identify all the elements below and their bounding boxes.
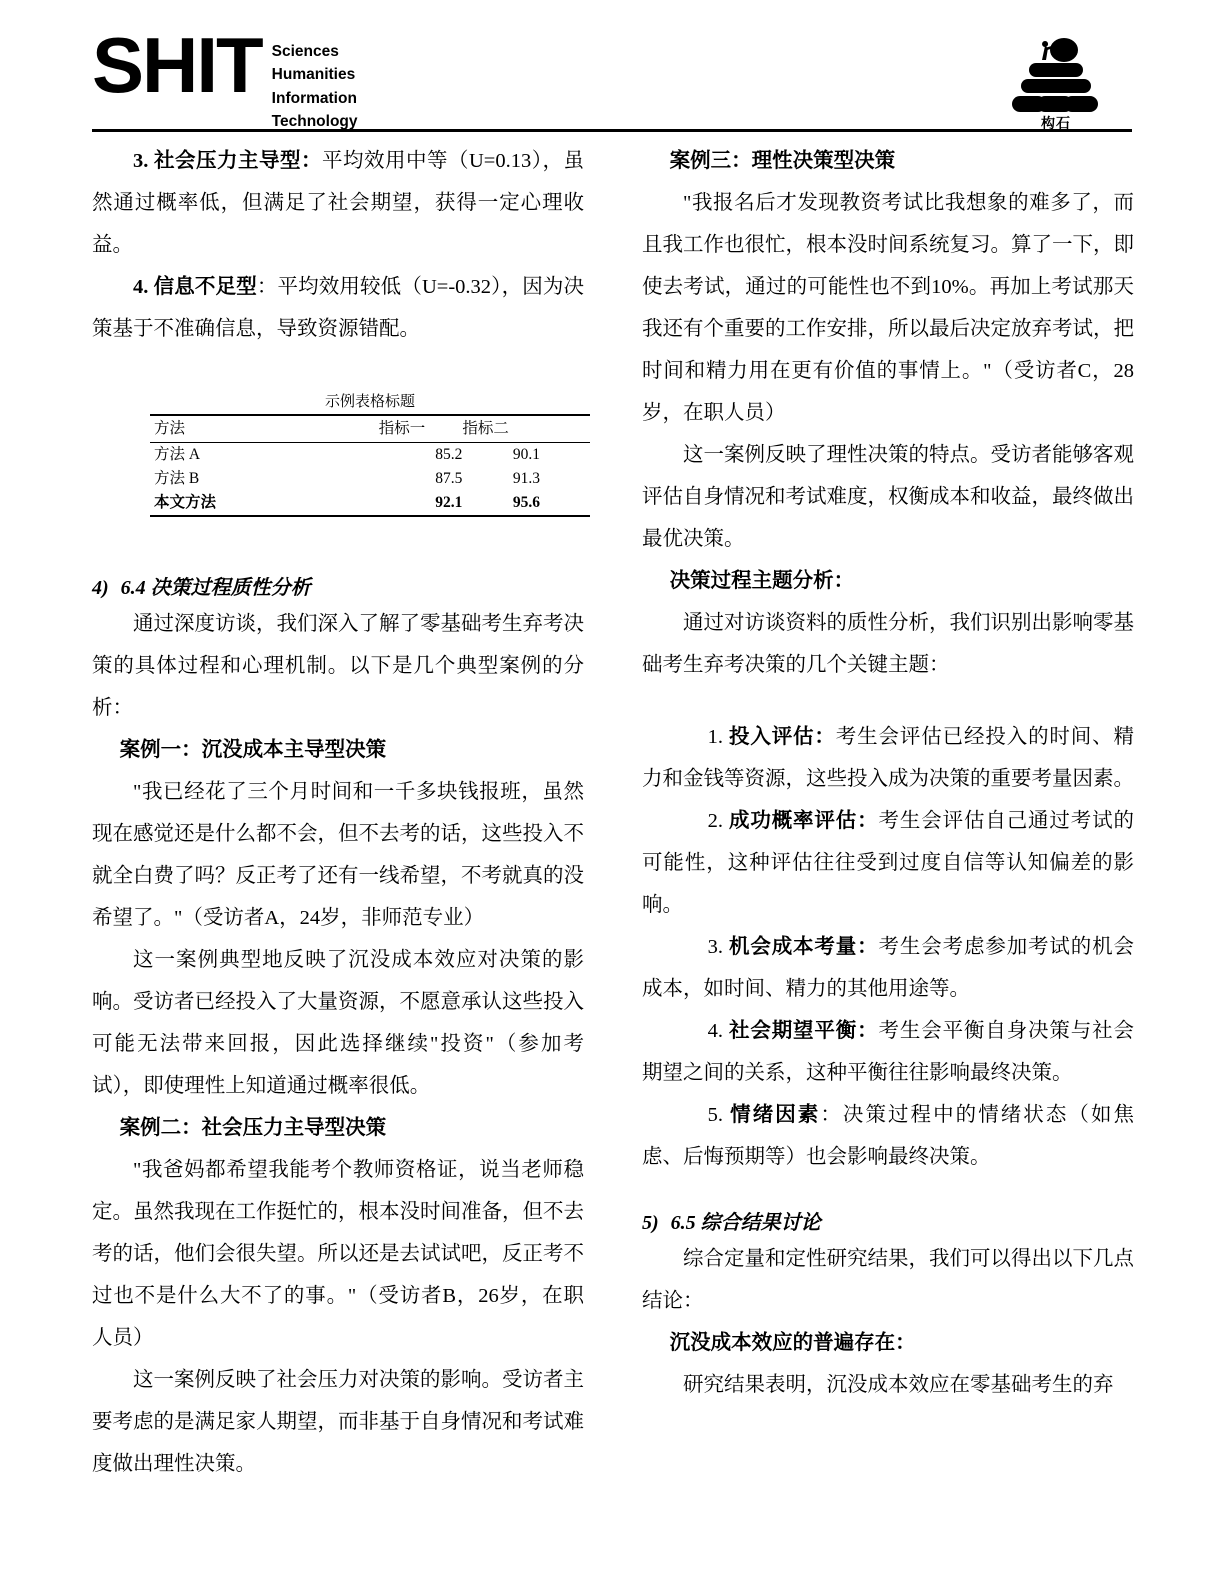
- case-3-heading: 案例三：理性决策型决策: [669, 150, 896, 172]
- table-cell-pad: [546, 467, 590, 491]
- example-table: [150, 414, 590, 517]
- theme-item-3: [642, 926, 1134, 1010]
- org-logo: [1008, 36, 1104, 133]
- brand-expansion-line-1: Sciences: [271, 43, 339, 60]
- brand-wordmark: SHIT: [92, 21, 262, 109]
- spacer: [92, 517, 584, 573]
- theme-item-2-title: 成功概率评估：: [728, 810, 879, 832]
- theme-analysis-intro: 通过对访谈资料的质性分析，我们识别出影响零基础考生弃考决策的几个关键主题：: [642, 612, 1134, 676]
- section-heading-6-5: [642, 1208, 1134, 1238]
- theme-item-3-number: 3.: [707, 936, 723, 958]
- section-title: 6.4 决策过程质性分析: [120, 577, 311, 599]
- stacked-stones-icon: [1012, 36, 1100, 112]
- list-item-4-body: ：平均效用较低（U=-0.32），因为决策基于不准确信息，导致资源错配。: [92, 276, 584, 340]
- brand-expansion: [272, 30, 358, 133]
- case-2-quote: "我爸妈都希望我能考个教师资格证，说当老师稳定。虽然我现在工作挺忙的，根本没时间准备，但不去考的话，他们会很失望。所以还是去试试吧，反正考不过也不是什么大不了的事。"（受访者B，26岁，在职人员）: [92, 1159, 584, 1349]
- case-1-quote: "我已经花了三个月时间和一千多块钱报班，虽然现在感觉还是什么都不会，但不去考的话，这些投入不就全白费了吗？反正考了还有一线希望，不考就真的没希望了。"（受访者A，24岁，非师范专业）: [92, 781, 584, 929]
- table-cell-metric-1: 92.1: [379, 491, 463, 516]
- case-1-heading: 案例一：沉没成本主导型决策: [119, 739, 387, 761]
- theme-item-1-title: 投入评估：: [728, 726, 836, 748]
- table-cell-metric-2: 95.6: [462, 491, 546, 516]
- list-item-4: [92, 266, 584, 350]
- table-col-metric-1: 指标一: [379, 415, 463, 443]
- section-number: 5): [642, 1212, 659, 1234]
- page-header: [92, 21, 1132, 131]
- table-cell-metric-1: 85.2: [435, 446, 463, 463]
- document-body: [92, 140, 1134, 1485]
- theme-item-3-body: 考生会考虑参加考试的机会成本，如时间、精力的其他用途等。: [642, 936, 1135, 1000]
- right-column: [642, 140, 1134, 1485]
- theme-item-1-number: 1.: [707, 726, 723, 748]
- conclusion-heading: 沉没成本效应的普遍存在：: [669, 1332, 916, 1354]
- brand-expansion-line-2: Humanities: [271, 66, 356, 84]
- case-2-heading: 案例二：社会压力主导型决策: [119, 1117, 387, 1139]
- theme-item-2-number: 2.: [707, 810, 723, 832]
- list-item-3-label: 3. 社会压力主导型：: [133, 150, 322, 172]
- table-cell-method: 方法 B: [154, 470, 200, 487]
- example-table-block: [150, 392, 590, 517]
- case-3-quote: "我报名后才发现教资考试比我想象的难多了，而且我工作也很忙，根本没时间系统复习。算了一下，即使去考试，通过的可能性也不到10%。再加上考试那天我还有个重要的工作安排，所以最后决定放弃考试，把时间和精力用在更有价值的事情上。"（受访者C，28岁，在职人员）: [642, 192, 1134, 424]
- header-divider: [92, 129, 1132, 132]
- spacer: [642, 686, 1134, 716]
- table-cell-pad: [546, 443, 590, 468]
- case-1-analysis: 这一案例典型地反映了沉没成本效应对决策的影响。受访者已经投入了大量资源，不愿意承认这些投入可能无法带来回报，因此选择继续"投资"（参加考试），即使理性上知道通过概率很低。: [92, 949, 584, 1097]
- left-column: [92, 140, 584, 1485]
- table-cell-metric-1: 87.5: [435, 470, 463, 487]
- theme-item-4-title: 社会期望平衡：: [728, 1020, 879, 1042]
- theme-item-2-body: 考生会评估自己通过考试的可能性，这种评估往往受到过度自信等认知偏差的影响。: [642, 810, 1135, 916]
- theme-item-5-number: 5.: [707, 1104, 723, 1126]
- table-caption: 示例表格标题: [324, 394, 415, 410]
- theme-item-5-title: 情绪因素: [730, 1104, 821, 1126]
- list-item-3: [92, 140, 584, 266]
- brand-expansion-line-3: Information: [271, 89, 357, 107]
- list-item-3-body: 平均效用中等（U=0.13），虽然通过概率低，但满足了社会期望，获得一定心理收益。: [92, 150, 584, 256]
- section-6-4-intro: 通过深度访谈，我们深入了解了零基础考生弃考决策的具体过程和心理机制。以下是几个典型案例的分析：: [92, 613, 584, 719]
- spacer: [642, 1178, 1134, 1208]
- table-header-row: [150, 415, 590, 443]
- case-3-analysis: 这一案例反映了理性决策的特点。受访者能够客观评估自身情况和考试难度，权衡成本和收益，最终做出最优决策。: [642, 444, 1134, 550]
- table-col-pad: [546, 415, 590, 443]
- table-row: [150, 491, 590, 516]
- theme-item-1: [642, 716, 1134, 800]
- table-cell-metric-2: 90.1: [512, 446, 540, 463]
- section-heading-6-4: [92, 573, 584, 603]
- table-cell-method: 方法 A: [154, 446, 201, 463]
- org-logo-caption: 构石: [1041, 115, 1071, 131]
- table-row: [150, 443, 590, 468]
- table-col-method: 方法: [150, 415, 379, 443]
- theme-item-5-body: ：决策过程中的情绪状态（如焦虑、后悔预期等）也会影响最终决策。: [642, 1104, 1135, 1168]
- section-6-5-intro: 综合定量和定性研究结果，我们可以得出以下几点结论：: [642, 1248, 1134, 1312]
- theme-item-2: [642, 800, 1134, 926]
- theme-analysis-heading: 决策过程主题分析：: [669, 570, 855, 592]
- list-item-4-label: 4. 信息不足型: [133, 276, 257, 298]
- theme-item-4: [642, 1010, 1134, 1094]
- theme-item-3-title: 机会成本考量：: [728, 936, 879, 958]
- case-2-analysis: 这一案例反映了社会压力对决策的影响。受访者主要考虑的是满足家人期望，而非基于自身情况和考试难度做出理性决策。: [92, 1369, 584, 1475]
- table-cell-metric-2: 91.3: [512, 470, 540, 487]
- section-title: 6.5 综合结果讨论: [670, 1212, 821, 1234]
- table-cell-method: 本文方法: [150, 491, 379, 516]
- section-number: 4): [92, 577, 109, 599]
- brand-block: [92, 21, 358, 133]
- theme-item-1-body: 考生会评估已经投入的时间、精力和金钱等资源，这些投入成为决策的重要考量因素。: [642, 726, 1135, 790]
- brand-expansion-line-4: Technology: [271, 112, 358, 130]
- table-cell-pad: [546, 491, 590, 516]
- theme-item-4-body: 考生会平衡自身决策与社会期望之间的关系，这种平衡往往影响最终决策。: [642, 1020, 1135, 1084]
- theme-item-4-number: 4.: [707, 1020, 723, 1042]
- theme-item-5: [642, 1094, 1134, 1178]
- table-row: [150, 467, 590, 491]
- table-col-metric-2: 指标二: [462, 415, 546, 443]
- conclusion-body: 研究结果表明，沉没成本效应在零基础考生的弃: [683, 1374, 1114, 1396]
